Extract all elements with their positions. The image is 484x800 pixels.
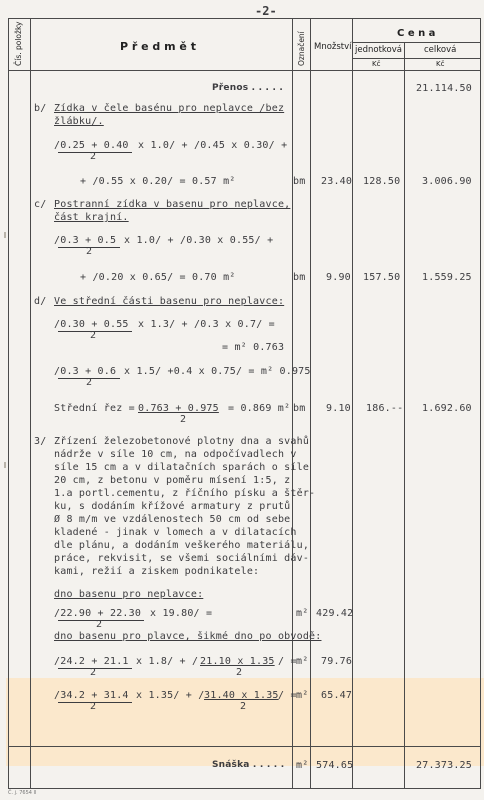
sub1-formula: x 19.80/ = xyxy=(150,608,213,619)
item-d-numerator: /0.30 + 0.55 xyxy=(54,319,129,330)
table-border-top xyxy=(8,18,481,19)
summary-qty: 574.65 xyxy=(316,760,354,771)
header-inner-line xyxy=(352,42,481,43)
summary-unit: m² xyxy=(296,760,309,771)
header-mark: Označení xyxy=(297,31,306,66)
item-d-formula: x 1.3/ + /0.3 x 0.7/ = xyxy=(138,319,275,330)
item-d-section-label: Střední řez = xyxy=(54,403,135,414)
carry-over-label: Přenos . . . . . xyxy=(212,83,284,93)
item-b-letter: b/ xyxy=(34,103,47,114)
item-c-denominator: 2 xyxy=(86,246,93,257)
item-3-subsection-2: dno basenu pro plavce, šikmé dno po obvodě: xyxy=(54,631,322,642)
item-d-denominator-2: 2 xyxy=(86,377,93,388)
sub3-formula-mid: x 1.35/ + / xyxy=(136,690,205,701)
description-line: Zřízení železobetonové plotny dna a svahů xyxy=(54,436,310,447)
form-footer: Č. j. 7654 II xyxy=(8,790,37,796)
description-line: Ø 8 m/m ve vzdálenostech 50 cm od sebe xyxy=(54,514,291,525)
item-c-numerator: /0.3 + 0.5 xyxy=(54,235,117,246)
item-b-title-cont: žlábku/. xyxy=(54,116,104,127)
item-d-denominator: 2 xyxy=(90,330,97,341)
item-3-number: 3/ xyxy=(34,436,47,447)
item-c-formula: x 1.0/ + /0.30 x 0.55/ + xyxy=(124,235,274,246)
description-line: dle plánu, a dodáním veškerého materiálu, xyxy=(54,540,310,551)
sub3-numerator-2: 31.40 x 1.35 xyxy=(204,690,279,701)
item-d-numerator-2: /0.3 + 0.6 xyxy=(54,366,117,377)
item-3-subsection-1: dno basenu pro neplavce: xyxy=(54,589,204,600)
punch-mark xyxy=(4,232,6,238)
header-unit-price: jednotková xyxy=(355,45,402,55)
sub2-formula-end: / = xyxy=(278,656,297,667)
sub1-qty: 429.42 xyxy=(316,608,354,619)
item-b-title: Zídka v čele basénu pro neplavce /bez xyxy=(54,103,285,114)
item-b-unit-price: 128.50 xyxy=(363,176,401,187)
header-item-no: Čís. položky xyxy=(14,21,23,66)
item-d-formula-result: = m² 0.763 xyxy=(222,342,285,353)
item-b-total: 3.006.90 xyxy=(422,176,472,187)
summary-label: Snáška . . . . . xyxy=(212,760,285,770)
item-c-formula-result: + /0.20 x 0.65/ = 0.70 m² xyxy=(80,272,236,283)
item-b-formula-result: + /0.55 x 0.20/ = 0.57 m² xyxy=(80,176,236,187)
header-qty: Množství xyxy=(314,42,352,52)
sub1-numerator: /22.90 + 22.30 xyxy=(54,608,142,619)
col-line xyxy=(404,42,405,788)
col-line xyxy=(352,18,353,788)
item-c-letter: c/ xyxy=(34,199,47,210)
description-line: kladené - jinak v lomech a v dilatacích xyxy=(54,527,297,538)
sub2-qty: 79.76 xyxy=(321,656,353,667)
item-b-unit: bm xyxy=(293,176,306,187)
item-c-title: Postranní zídka v basenu pro neplavce, xyxy=(54,199,291,210)
item-d-qty: 9.10 xyxy=(326,403,351,414)
summary-top-line xyxy=(8,746,481,747)
description-line: práce, rekvisit, se všemi sociálními dáv- xyxy=(54,553,310,564)
item-c-title-cont: část krajní. xyxy=(54,212,129,223)
header-bottom-line xyxy=(8,70,481,71)
sub3-denominator-2: 2 xyxy=(240,701,247,712)
item-b-denominator: 2 xyxy=(90,151,97,162)
description-line: kami, režií a ziskem podnikatele: xyxy=(54,566,260,577)
punch-mark xyxy=(4,462,6,468)
table-border-bottom xyxy=(8,788,481,789)
header-subject: P ř e d m ě t xyxy=(120,40,196,53)
sub2-numerator-1: /24.2 + 21.1 xyxy=(54,656,129,667)
page-number: -2- xyxy=(255,4,277,18)
item-d-unit: bm xyxy=(293,403,306,414)
sub2-numerator-2: 21.10 x 1.35 xyxy=(200,656,275,667)
sub1-denominator: 2 xyxy=(96,619,103,630)
description-line: síle 15 cm a v dilatačních sparách o síle xyxy=(54,462,310,473)
item-d-formula-3: = 0.869 m² xyxy=(228,403,291,414)
sub3-qty: 65.47 xyxy=(321,690,353,701)
item-b-numerator: /0.25 + 0.40 xyxy=(54,140,129,151)
carry-over-total: 21.114.50 xyxy=(416,83,472,94)
sub1-unit: m² xyxy=(296,608,309,619)
summary-total: 27.373.25 xyxy=(416,760,472,771)
sub3-numerator-1: /34.2 + 31.4 xyxy=(54,690,129,701)
item-d-numerator-3: 0.763 + 0.975 xyxy=(138,403,219,414)
description-line: ku, s dodáním křížové armatury z prutů xyxy=(54,501,291,512)
header-inner-line xyxy=(352,58,481,59)
item-b-formula: x 1.0/ + /0.45 x 0.30/ + xyxy=(138,140,288,151)
item-d-formula-2: x 1.5/ +0.4 x 0.75/ = m² 0.975 xyxy=(124,366,311,377)
header-total-price: celková xyxy=(424,45,457,55)
sub2-unit: m² xyxy=(296,656,309,667)
item-c-unit-price: 157.50 xyxy=(363,272,401,283)
sub3-unit: m² xyxy=(296,690,309,701)
item-d-total: 1.692.60 xyxy=(422,403,472,414)
item-d-letter: d/ xyxy=(34,296,47,307)
sub2-denominator-1: 2 xyxy=(90,667,97,678)
description-line: nádrže v síle 10 cm, na odpočívadlech v xyxy=(54,449,297,460)
sub3-formula-end: / = xyxy=(278,690,297,701)
item-c-unit: bm xyxy=(293,272,306,283)
sub3-denominator-1: 2 xyxy=(90,701,97,712)
item-d-title: Ve střední části basenu pro neplavce: xyxy=(54,296,285,307)
item-d-denominator-3: 2 xyxy=(180,414,187,425)
sub2-formula-mid: x 1.8/ + / xyxy=(136,656,199,667)
col-line xyxy=(30,18,31,788)
sub2-denominator-2: 2 xyxy=(236,667,243,678)
item-b-qty: 23.40 xyxy=(321,176,353,187)
table-border-right xyxy=(480,18,481,788)
description-line: 1.a portl.cementu, z říčního písku a štěr- xyxy=(54,488,316,499)
header-currency-total: Kč xyxy=(436,60,445,68)
description-line: 20 cm, z betonu v poměru mísení 1:5, z xyxy=(54,475,291,486)
header-currency-unit: Kč xyxy=(372,60,381,68)
table-border-left xyxy=(8,18,9,788)
item-d-unit-price: 186.-- xyxy=(366,403,404,414)
header-price-group: C e n a xyxy=(397,28,436,39)
col-line xyxy=(310,18,311,788)
item-c-qty: 9.90 xyxy=(326,272,351,283)
item-c-total: 1.559.25 xyxy=(422,272,472,283)
